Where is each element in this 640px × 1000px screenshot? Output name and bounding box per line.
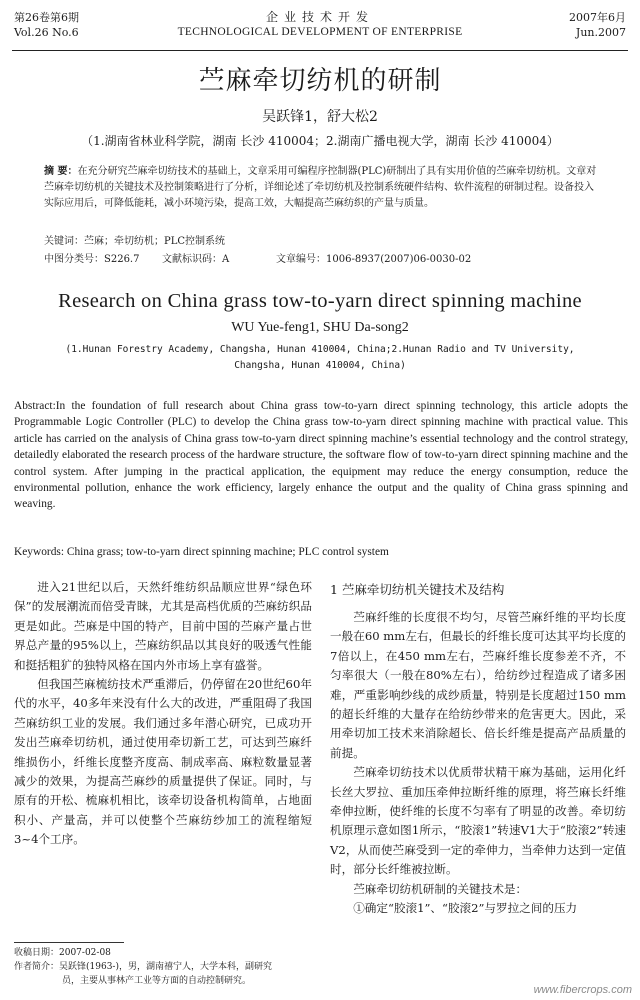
date-cn: 2007年6月 (569, 11, 626, 24)
volume-en: Vol.26 No.6 (14, 26, 79, 39)
footnote-rule (14, 942, 124, 943)
body-column-right (330, 608, 626, 919)
affiliation-en-line: (1.Hunan Forestry Academy, Changsha, Hunan 410004, China;2.Hunan Radio and TV University, (65, 344, 575, 355)
authors-en: WU Yue-feng1, SHU Da-song2 (231, 320, 409, 335)
paper-title-en: Research on China grass tow-to-yarn direct spinning machine (58, 290, 582, 312)
received-date: 收稿日期：2007-02-08 (14, 948, 111, 958)
author-bio: 作者简介：吴跃锋(1963-)，男，湖南禧宁人，大学本科，副研究 (14, 962, 272, 972)
keywords-en-text: China grass; tow-to-yarn direct spinning machine; PLC control system (66, 546, 389, 558)
clc-number: 中图分类号：S226.7 (44, 254, 140, 265)
abstract-en-label: Abstract: (14, 400, 56, 412)
abstract-cn (44, 164, 600, 212)
document-code: 文献标识码：A (162, 254, 230, 265)
journal-name-cn: 企业技术开发 (265, 10, 374, 24)
abstract-cn-text: 在充分研究苎麻牵切纺技术的基础上，文章采用可编程序控制器(PLC)研制出了具有实用价值的苎麻牵切纺机。文章对苎麻牵切纺机的关键技术及控制策略进行了分析，详细论述了牵切纺机及控制系统硬件结构、软件流程的研制过程。设备投入实际应用后，可降低能耗，减小环境污染，提高工效，大幅提高苎麻纺织的产量与质量。 (44, 166, 597, 209)
keywords-cn-label: 关键词： (44, 236, 84, 247)
paper-title-cn: 苎麻牵切纺机的研制 (198, 66, 442, 96)
body-paragraph: 苎麻牵切纺机研制的关键技术是： (353, 881, 528, 896)
date-en: Jun.2007 (575, 26, 626, 39)
section-heading: 1 苎麻牵切纺机关键技术及结构 (330, 582, 505, 597)
volume-cn: 第26卷第6期 (14, 11, 79, 24)
journal-header (14, 6, 626, 52)
author-bio-cont: 员，主要从事林产工业等方面的自动控制研究。 (62, 976, 252, 986)
keywords-cn (44, 234, 600, 250)
footnote (14, 946, 314, 988)
keywords-en-label: Keywords: (14, 546, 64, 558)
body-column-left (14, 578, 312, 850)
issue-date (569, 10, 626, 40)
affiliation-en-line: Changsha, Hunan 410004, China) (234, 360, 406, 371)
keywords-cn-text: 苎麻；牵切纺机；PLC控制系统 (84, 236, 226, 247)
abstract-en (14, 398, 628, 513)
journal-name (14, 10, 626, 40)
keywords-en (14, 544, 628, 560)
article-number: 文章编号：1006-8937(2007)06-0030-02 (276, 254, 472, 265)
journal-name-en: TECHNOLOGICAL DEVELOPMENT OF ENTERPRISE (177, 26, 463, 38)
affiliation-en (0, 342, 640, 374)
body-paragraph: 苎麻纤维的长度很不均匀，尽管苎麻纤维的平均长度一般在60 mm左右，但最长的纤维长度可达其平均长度的7倍以上，在450 mm左右，苎麻纤维长度参差不齐，不匀率很大（一般在80%左右），给纺纱过程造成了诸多困难，严重影响纱线的成纱质量，特别是长度超过150 mm的超长纤维的大量存在给纺纱带来的危害更大。因此，采用牵切加工技术来消除超长、倍长纤维是提高产品质量的前提。 (330, 610, 626, 760)
header-rule (12, 50, 628, 51)
abstract-en-text: In the foundation of full research about China grass tow-to-yarn direct spinning technology, this article adopts the Programmable Logic Controller (PLC) to develop the China grass tow-to-yarn direct spinning machine with practical value. This article has carried on the analysis of China grass tow-to-yarn direct spinning machine’s essential technology and the control strategy, detailedly elaborated the research process of the hardware structure, the software flow of tow-to-yarn direct spinning machine and the control system. After jumping in the practical application, the equipment may reduce the energy consumption, reduce the environmental pollution, enhance the work efficiency, largely enhance the output and the quality of China grass spinning and weaving. (14, 400, 628, 511)
body-paragraph: 苎麻牵切纺技术以优质带状精干麻为基础，运用化纤长丝大罗拉、重加压牵伸拉断纤维的原理，将苎麻长纤维牵伸拉断，使纤维的长度不匀率有了明显的改善。牵切纺机原理示意如图1所示，“胶滚1”转速V1大于“胶滚2”转速V2，从而使苎麻受到一定的牵伸力，当牵伸力达到一定值时，部分长纤维被拉断。 (330, 765, 626, 877)
affiliation-cn: （1.湖南省林业科学院，湖南 长沙 410004；2.湖南广播电视大学，湖南 长沙 410004） (81, 134, 559, 148)
watermark: www.fibercrops.com (533, 984, 632, 996)
abstract-cn-label: 摘 要： (44, 166, 78, 177)
body-paragraph: ①确定“胶滚1”、“胶滚2”与罗拉之间的压力 (353, 901, 578, 916)
authors-cn: 吴跃锋1，舒大松2 (262, 109, 378, 125)
body-paragraph: 进入21世纪以后，天然纤维纺织品顺应世界“绿色环保”的发展潮流而倍受青睐，尤其是高档优质的苎麻纺织品更是如此。苎麻是中国的特产，目前中国的苎麻产量占世界总产量的95%以上，苎麻纺织品以其良好的吸透气性能和挺括粗犷的独特风格在国内外市场上享有盛誉。 (14, 580, 312, 672)
body-paragraph: 但我国苎麻梳纺技术严重滞后，仍停留在20世纪60年代的水平，40多年来没有什么大的改进，严重阻碍了我国苎麻纺织工业的发展。我们通过多年潜心研究，已成功开发出苎麻牵切纺机，通过使用牵切新工艺，可达到苎麻纤维损伤小，纤维长度整齐度高、制成率高、麻粒数量显著减少的效果，为提高苎麻纱的质量提供了保证。同时，与原有的开松、梳麻机相比，该牵切设备机构简单，占地面积小、产量高，并可以使整个苎麻纺纱加工的流程缩短3~4个工序。 (14, 677, 312, 847)
